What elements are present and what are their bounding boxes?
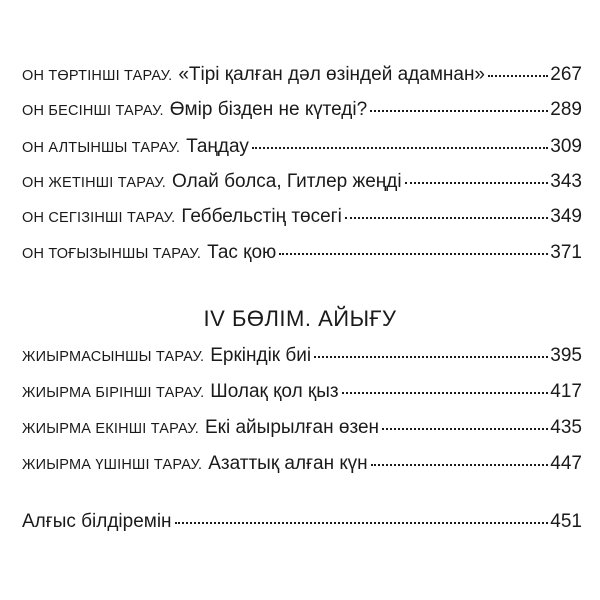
chapter-title: Олай болса, Гитлер жеңді: [172, 171, 402, 192]
acknowledgements-title: Алғыс білдіремін: [22, 511, 172, 532]
chapter-label: ЖИЫРМА ҮШІНШІ ТАРАУ.: [22, 457, 203, 473]
toc-entry[interactable]: [22, 381, 582, 407]
chapter-label: ЖИЫРМАСЫНШЫ ТАРАУ.: [22, 349, 205, 365]
chapter-label: ЖИЫРМА БІРІНШІ ТАРАУ.: [22, 385, 205, 401]
part-heading: IV БӨЛІМ. АЙЫҒУ: [203, 306, 397, 331]
toc-entry[interactable]: [22, 206, 582, 232]
dot-leader: [488, 75, 548, 77]
page-number: 451: [550, 511, 582, 532]
page-number: 267: [550, 64, 582, 85]
chapter-title: Екі айырылған өзен: [205, 417, 380, 438]
page-number: 343: [550, 171, 582, 192]
toc-entry[interactable]: [22, 242, 582, 268]
chapter-title: Тас қою: [207, 242, 277, 263]
dot-leader: [370, 110, 548, 112]
dot-leader: [342, 392, 549, 394]
chapter-title: «Тірі қалған дәл өзіндей адамнан»: [178, 64, 485, 85]
chapter-label: ОН ТОҒЫЗЫНШЫ ТАРАУ.: [22, 246, 202, 262]
page-number: 371: [550, 242, 582, 263]
toc-entry-acknowledgements[interactable]: [22, 511, 582, 537]
toc-entry[interactable]: [22, 417, 582, 443]
chapter-label: ОН ЖЕТІНШІ ТАРАУ.: [22, 175, 167, 191]
chapter-title: Азаттық алған күн: [208, 453, 368, 474]
chapter-title: Өмір бізден не күтеді?: [169, 99, 368, 120]
chapter-label: ОН СЕГІЗІНШІ ТАРАУ.: [22, 210, 176, 226]
dot-leader: [371, 464, 549, 466]
toc-entry[interactable]: [22, 64, 582, 90]
page-number: 435: [550, 417, 582, 438]
page-number: 395: [550, 345, 582, 366]
chapter-label: ОН ТӨРТІНШІ ТАРАУ.: [22, 68, 173, 84]
dot-leader: [405, 182, 549, 184]
page-number: 417: [550, 381, 582, 402]
chapter-label: ОН АЛТЫНШЫ ТАРАУ.: [22, 140, 181, 156]
page-number: 447: [550, 453, 582, 474]
chapter-title: Шолақ қол қыз: [210, 381, 339, 402]
toc-entry[interactable]: [22, 171, 582, 197]
dot-leader: [345, 217, 548, 219]
toc-entry[interactable]: [22, 453, 582, 479]
chapter-label: ОН БЕСІНШІ ТАРАУ.: [22, 103, 164, 119]
chapter-label: ЖИЫРМА ЕКІНШІ ТАРАУ.: [22, 421, 199, 437]
toc-entry[interactable]: [22, 345, 582, 371]
chapter-title: Таңдау: [186, 136, 249, 157]
toc-entry[interactable]: [22, 99, 582, 125]
dot-leader: [382, 428, 548, 430]
chapter-title: Еркіндік биі: [210, 345, 312, 366]
chapter-title: Геббельстің төсегі: [181, 206, 342, 227]
toc-entry[interactable]: [22, 136, 582, 162]
dot-leader: [279, 253, 548, 255]
page-number: 309: [550, 136, 582, 157]
page-number: 349: [550, 206, 582, 227]
dot-leader: [175, 522, 549, 524]
dot-leader: [252, 147, 548, 149]
dot-leader: [314, 356, 548, 358]
page-number: 289: [550, 99, 582, 120]
